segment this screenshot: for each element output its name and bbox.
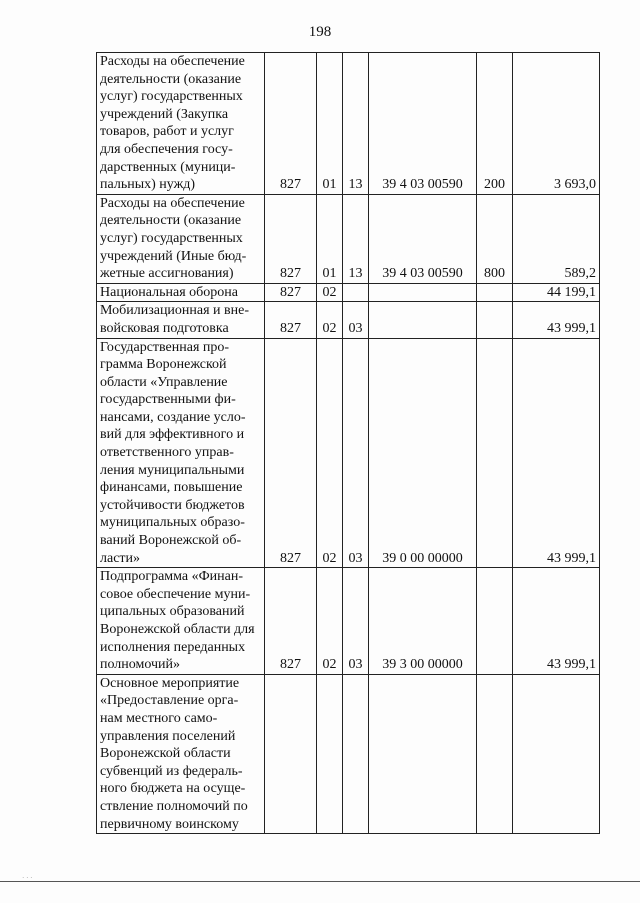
cell-expense-name	[97, 283, 265, 302]
name-line: Подпрограмма «Финан-	[100, 569, 244, 585]
name-line: нам местного само-	[100, 710, 218, 726]
name-line: финансами, повышение	[100, 480, 243, 496]
budget-table	[96, 52, 600, 834]
cell-target-article	[369, 674, 477, 833]
cell-amount: 43 999,1	[513, 568, 600, 675]
cell-subsection-code: 03	[343, 338, 369, 568]
cell-target-article: 39 4 03 00590	[369, 194, 477, 283]
name-line: исполнения переданных	[100, 639, 246, 655]
cell-expense-name	[97, 674, 265, 833]
cell-amount: 589,2	[513, 194, 600, 283]
cell-subsection-code: 03	[343, 568, 369, 675]
name-line: деятельности (оказание	[100, 71, 242, 87]
cell-target-article: 39 4 03 00590	[369, 53, 477, 195]
cell-amount: 3 693,0	[513, 53, 600, 195]
table-row	[97, 568, 600, 675]
cell-amount: 43 999,1	[513, 338, 600, 568]
cell-subsection-code	[343, 674, 369, 833]
cell-section-code: 02	[317, 568, 343, 675]
table-row	[97, 53, 600, 195]
cell-department-code: 827	[265, 338, 317, 568]
name-line: вий для эффективного и	[100, 427, 245, 443]
cell-amount: 44 199,1	[513, 283, 600, 302]
cell-department-code: 827	[265, 53, 317, 195]
cell-subsection-code: 13	[343, 194, 369, 283]
name-line: для обеспечения госу-	[100, 141, 233, 157]
cell-department-code: 827	[265, 568, 317, 675]
name-line: Расходы на обеспечение	[100, 54, 245, 69]
cell-expense-type: 800	[477, 194, 513, 283]
cell-section-code: 01	[317, 194, 343, 283]
name-line: ответственного управ-	[100, 445, 234, 461]
name-line: Расходы на обеспечение	[100, 195, 245, 211]
name-line: управления поселений	[100, 728, 236, 744]
cell-department-code: 827	[265, 283, 317, 302]
scan-noise: · · ·	[22, 874, 33, 882]
page-bottom-rule	[0, 881, 640, 882]
cell-subsection-code: 13	[343, 53, 369, 195]
name-line: услуг) государственных	[100, 89, 243, 105]
table-row	[97, 338, 600, 568]
table-row	[97, 302, 600, 338]
name-line: Мобилизационная и вне-	[100, 303, 250, 319]
name-line: субвенций из федераль-	[100, 763, 243, 779]
name-line: учреждений (Закупка	[100, 106, 229, 122]
name-line: Государственная про-	[100, 339, 230, 355]
page-number: 198	[308, 24, 332, 40]
name-line: совое обеспечение муни-	[100, 586, 251, 602]
cell-subsection-code	[343, 283, 369, 302]
cell-department-code	[265, 674, 317, 833]
cell-department-code: 827	[265, 302, 317, 338]
cell-expense-type	[477, 338, 513, 568]
name-line: деятельности (оказание	[100, 213, 242, 229]
name-line: первичному воинскому	[100, 816, 239, 832]
cell-section-code	[317, 674, 343, 833]
table-row	[97, 283, 600, 302]
name-line: «Предоставление орга-	[100, 693, 239, 709]
cell-subsection-code: 03	[343, 302, 369, 338]
cell-target-article	[369, 302, 477, 338]
cell-section-code: 01	[317, 53, 343, 195]
name-line: учреждений (Иные бюд-	[100, 248, 247, 264]
name-line: Основное мероприятие	[100, 675, 240, 691]
name-line: нансами, создание усло-	[100, 409, 246, 425]
cell-expense-type: 200	[477, 53, 513, 195]
name-line: Воронежской области для	[100, 622, 255, 637]
name-line: Воронежской области	[100, 746, 231, 762]
name-line: ного бюджета на осуще-	[100, 781, 246, 797]
name-line: ципальных образований	[100, 604, 245, 620]
name-line: пальных) нужд)	[100, 177, 196, 193]
name-line: государственными фи-	[100, 392, 236, 408]
name-line: жетные ассигнования)	[100, 266, 234, 282]
name-line: ваний Воронежской об-	[100, 533, 242, 549]
name-line: ления муниципальными	[100, 462, 245, 478]
cell-section-code: 02	[317, 338, 343, 568]
cell-target-article	[369, 283, 477, 302]
name-line: товаров, работ и услуг	[100, 124, 234, 140]
cell-expense-type	[477, 674, 513, 833]
name-line: услуг) государственных	[100, 230, 243, 246]
cell-expense-name	[97, 194, 265, 283]
cell-expense-name	[97, 338, 265, 568]
table-row	[97, 674, 600, 833]
cell-amount: 43 999,1	[513, 302, 600, 338]
name-line: ласти»	[100, 550, 141, 566]
cell-expense-type	[477, 568, 513, 675]
cell-amount	[513, 674, 600, 833]
cell-department-code: 827	[265, 194, 317, 283]
cell-target-article: 39 0 00 00000	[369, 338, 477, 568]
cell-expense-name	[97, 53, 265, 195]
cell-expense-type	[477, 283, 513, 302]
name-line: муниципальных образо-	[100, 515, 245, 531]
name-line: устойчивости бюджетов	[100, 497, 245, 513]
cell-expense-name	[97, 302, 265, 338]
cell-target-article: 39 3 00 00000	[369, 568, 477, 675]
name-line: дарственных (муници-	[100, 159, 236, 175]
cell-expense-name	[97, 568, 265, 675]
cell-section-code: 02	[317, 283, 343, 302]
name-line: войсковая подготовка	[100, 320, 229, 336]
name-line: полномочий»	[100, 657, 181, 673]
cell-section-code: 02	[317, 302, 343, 338]
cell-expense-type	[477, 302, 513, 338]
name-line: грамма Воронежской	[100, 357, 227, 373]
name-line: ствление полномочий по	[100, 798, 248, 814]
name-line: области «Управление	[100, 374, 228, 390]
name-line: Национальная оборона	[100, 284, 238, 300]
table-row	[97, 194, 600, 283]
table-body	[97, 53, 600, 834]
